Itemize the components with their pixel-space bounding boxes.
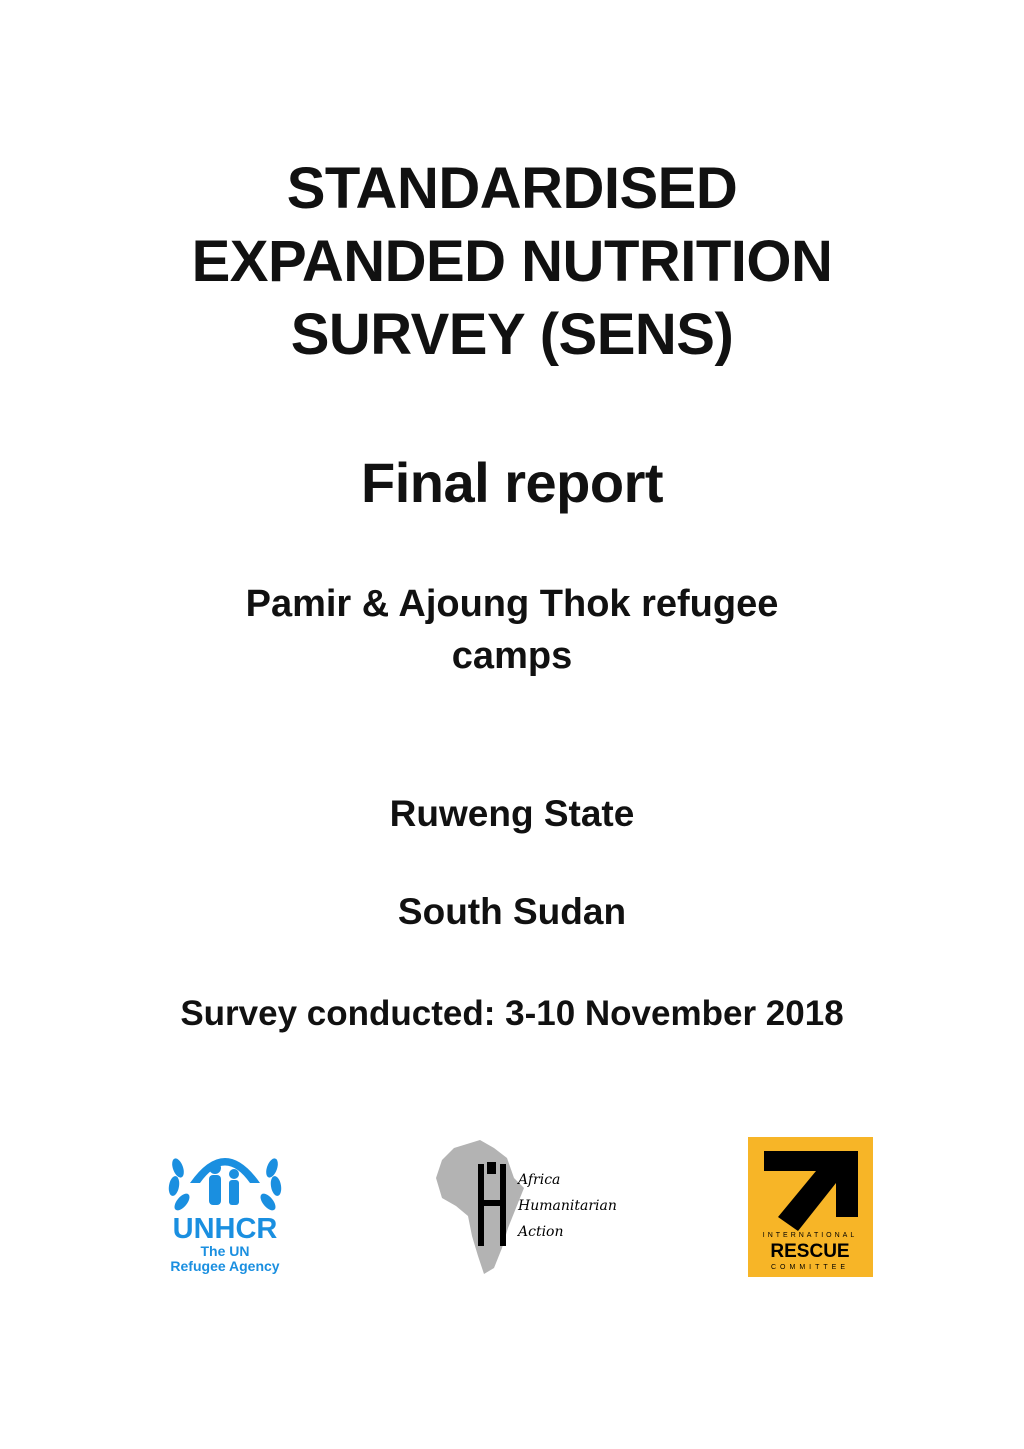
state-label: Ruweng State: [389, 793, 635, 834]
unhcr-tagline-2: Refugee Agency: [170, 1258, 280, 1274]
unhcr-logo: [150, 1138, 300, 1278]
report-title: [0, 152, 1024, 371]
title-line: STANDARDISED: [286, 156, 738, 221]
unhcr-tagline-1: The UN: [200, 1243, 250, 1259]
irc-top-text: INTERNATIONAL: [762, 1232, 858, 1239]
title-line: SURVEY (SENS): [290, 302, 734, 367]
aha-line-2: Humanitarian: [518, 1198, 617, 1214]
title-line: EXPANDED NUTRITION: [191, 229, 833, 294]
shelter-hands-icon: [190, 1158, 260, 1183]
report-type: Final report: [360, 451, 664, 514]
camps-line: camps: [451, 635, 573, 677]
country-label: South Sudan: [397, 891, 627, 932]
people-icon: [209, 1162, 239, 1205]
camps-line: Pamir & Ajoung Thok refugee: [245, 583, 779, 625]
irc-logo: [748, 1137, 873, 1277]
irc-bottom-text: COMMITTEE: [771, 1264, 849, 1271]
irc-name: RESCUE: [770, 1241, 850, 1262]
unhcr-name: UNHCR: [172, 1213, 278, 1245]
aha-line-3: Action: [518, 1224, 564, 1240]
aha-line-1: Africa: [518, 1172, 561, 1188]
camps-subtitle: [0, 578, 1024, 682]
aha-logo: [432, 1138, 622, 1278]
survey-dates: Survey conducted: 3-10 November 2018: [180, 994, 844, 1033]
